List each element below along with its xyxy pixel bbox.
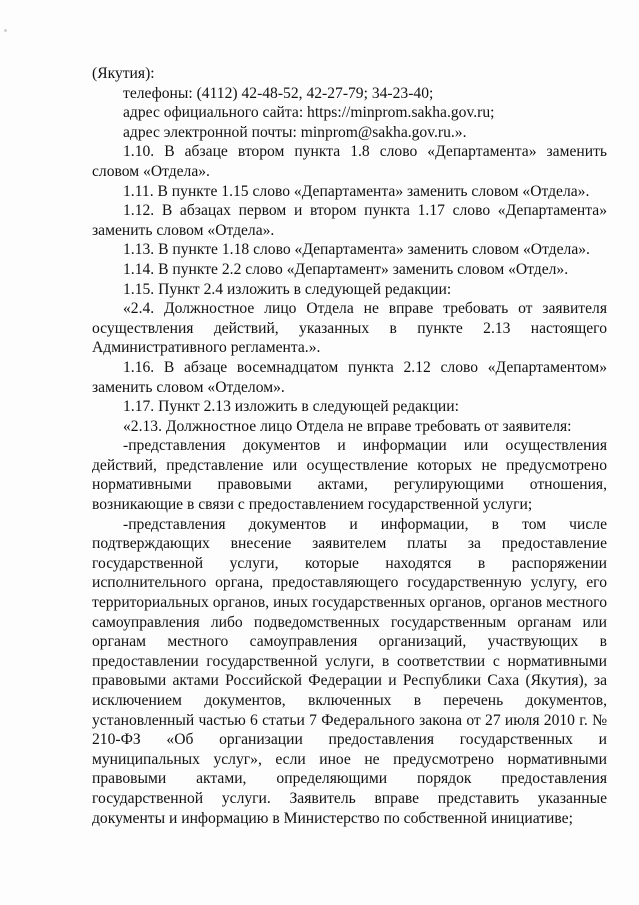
document-body	[92, 64, 607, 828]
paragraph-region-continuation: (Якутия):	[92, 65, 155, 82]
paragraph-item-1-11: 1.11. В пункте 1.15 слово «Департамента» заменить словом «Отдела».	[123, 182, 590, 200]
paragraph-item-1-14: 1.14. В пункте 2.2 слово «Департамент» заменить словом «Отдел».	[123, 260, 569, 278]
scan-speck	[4, 29, 7, 32]
paragraph-item-1-13: 1.13. В пункте 1.18 слово «Департамента» заменить словом «Отдела».	[123, 241, 590, 259]
paragraph-bullet-second: -представления документов и информации, в том числе подтверждающих внесение заявителем платы за предоставление государственной услуги, которые находятся в распоряжении исполнительного органа, предоставляющего государственную услугу, его территориальных органов, иных государственных органов, органов местного самоуправления либо подведомственных государственным органам или органам местного самоуправления организаций, участвующих в предоставлении государственной услуги, в соответствии с нормативными правовыми актами Российской Федерации и Республики Саха (Якутия), за исключением документов, включенных в перечень документов, установленный частью 6 статьи 7 Федерального закона от 27 июля 2010 г. № 210-ФЗ «Об организации предоставления государственных и муниципальных услуг», если иное не предусмотрено нормативными правовыми актами, определяющими порядок предоставления государственной услуги. Заявитель вправе представить указанные документы и информацию в Министерство по собственной инициативе;	[92, 515, 607, 827]
paragraph-item-1-15: 1.15. Пункт 2.4 изложить в следующей редакции:	[123, 280, 452, 298]
paragraph-bullet-first: -представления документов и информации или осуществления действий, представление или осуществление которых не предусмотрено нормативными правовыми актами, регулирующими отношения, возникающие в связи с предоставлением государственной услуги;	[92, 437, 607, 514]
paragraph-quote-2-4: «2.4. Должностное лицо Отдела не вправе требовать от заявителя осуществления действий, указанных в пункте 2.13 настоящего Административного регламента.».	[92, 300, 607, 357]
paragraph-item-1-12: 1.12. В абзацах первом и втором пункта 1.17 слово «Департамента» заменить словом «Отдела».	[92, 202, 607, 239]
paragraph-item-1-10: 1.10. В абзаце втором пункта 1.8 слово «Департамента» заменить словом «Отдела».	[92, 143, 607, 180]
paragraph-quote-2-13: «2.13. Должностное лицо Отдела не вправе требовать от заявителя:	[123, 417, 572, 435]
paragraph-item-1-16: 1.16. В абзаце восемнадцатом пункта 2.12 слово «Департаментом» заменить словом «Отделом».	[92, 358, 607, 396]
paragraph-phones: телефоны: (4112) 42-48-52, 42-27-79; 34-23-40;	[123, 84, 434, 102]
paragraph-email: адрес электронной почты: minprom@sakha.gov.ru.».	[123, 123, 467, 141]
paragraph-item-1-17: 1.17. Пункт 2.13 изложить в следующей редакции:	[123, 398, 459, 416]
paragraph-website: адрес официального сайта: https://minprom.sakha.gov.ru;	[123, 104, 495, 122]
